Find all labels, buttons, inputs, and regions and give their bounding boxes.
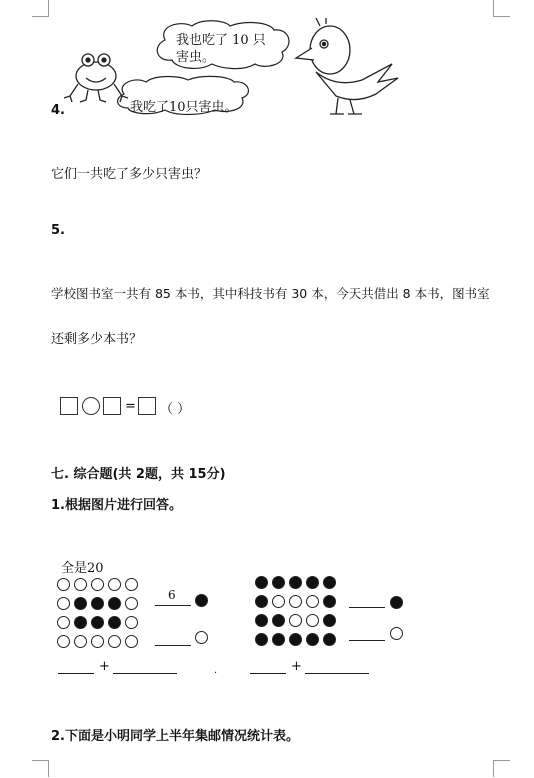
dot-black bbox=[306, 633, 319, 646]
dot-black bbox=[289, 576, 302, 589]
dot-white bbox=[74, 578, 87, 591]
blank-value-6: 6 bbox=[168, 588, 176, 602]
dot-white bbox=[125, 578, 138, 591]
answer-box-3[interactable] bbox=[138, 397, 156, 415]
dot-white bbox=[289, 614, 302, 627]
crop-mark-top-right bbox=[493, 0, 510, 17]
section-7-question-2: 2.下面是小明同学上半年集邮情况统计表。 bbox=[51, 729, 299, 744]
dot-black bbox=[91, 597, 104, 610]
question-5-number: 5. bbox=[51, 223, 65, 238]
dot-white bbox=[108, 635, 121, 648]
dot-white bbox=[272, 595, 285, 608]
dot-black bbox=[323, 633, 336, 646]
dot-white bbox=[91, 578, 104, 591]
dot-white bbox=[125, 616, 138, 629]
black-dot-marker-right bbox=[390, 596, 403, 609]
dot-black bbox=[272, 576, 285, 589]
answer-paren[interactable]: （ ） bbox=[160, 402, 191, 417]
dot-black bbox=[74, 616, 87, 629]
dot-white bbox=[74, 635, 87, 648]
white-dot-marker-left bbox=[195, 631, 208, 644]
sum-line-right-a[interactable] bbox=[250, 673, 286, 674]
dot-white bbox=[125, 635, 138, 648]
dot-black bbox=[272, 614, 285, 627]
question-4-text: 它们一共吃了多少只害虫？ bbox=[51, 167, 208, 182]
dot-white bbox=[57, 597, 70, 610]
dot-black bbox=[74, 597, 87, 610]
plus-sign-right: + bbox=[291, 659, 302, 674]
equals-sign: = bbox=[125, 399, 136, 414]
crop-mark-top-left bbox=[32, 0, 49, 17]
plus-sign-left: + bbox=[99, 659, 110, 674]
dot-white bbox=[125, 597, 138, 610]
separator-dot: . bbox=[214, 665, 218, 676]
dot-white bbox=[57, 635, 70, 648]
dot-white bbox=[289, 595, 302, 608]
answer-line-left-2[interactable] bbox=[155, 645, 191, 646]
dot-black bbox=[255, 633, 268, 646]
dot-black bbox=[108, 597, 121, 610]
bird-drawing bbox=[296, 18, 398, 114]
sum-line-right-b[interactable] bbox=[305, 673, 369, 674]
dot-white bbox=[57, 578, 70, 591]
dot-black bbox=[323, 595, 336, 608]
dot-black bbox=[255, 595, 268, 608]
sum-line-left-a[interactable] bbox=[58, 673, 94, 674]
answer-line-right-1[interactable] bbox=[349, 607, 385, 608]
dot-white bbox=[91, 635, 104, 648]
answer-line-right-2[interactable] bbox=[349, 640, 385, 641]
figure-label: 全是20 bbox=[61, 561, 104, 576]
frog-drawing bbox=[64, 54, 128, 102]
dot-white bbox=[306, 614, 319, 627]
section-7-heading: 七. 综合题(共 2题，共 15分) bbox=[51, 467, 226, 482]
black-dot-marker-left bbox=[195, 594, 208, 607]
crop-mark-bottom-left bbox=[32, 760, 49, 777]
answer-box-2[interactable] bbox=[103, 397, 121, 415]
dot-black bbox=[91, 616, 104, 629]
dot-black bbox=[306, 576, 319, 589]
dot-black bbox=[272, 633, 285, 646]
answer-line-left-1[interactable] bbox=[155, 605, 191, 606]
section-7-question-1: 1.根据图片进行回答。 bbox=[51, 498, 182, 513]
dot-black bbox=[323, 576, 336, 589]
question-5-line2: 还剩多少本书？ bbox=[51, 332, 143, 347]
frog-speech-text: 我吃了10只害虫。 bbox=[130, 100, 238, 115]
question-4-number: 4. bbox=[51, 103, 65, 118]
dot-white bbox=[57, 616, 70, 629]
sum-line-left-b[interactable] bbox=[113, 673, 177, 674]
dot-black bbox=[255, 576, 268, 589]
dot-black bbox=[323, 614, 336, 627]
operator-circle[interactable] bbox=[82, 397, 100, 415]
dot-white bbox=[108, 578, 121, 591]
bird-speech-text: 我也吃了 10 只 害虫。 bbox=[176, 33, 266, 65]
white-dot-marker-right bbox=[390, 627, 403, 640]
dot-black bbox=[289, 633, 302, 646]
question-5-line1: 学校图书室一共有 85 本书，其中科技书有 30 本，今天共借出 8 本书，图书室 bbox=[51, 286, 490, 301]
answer-box-1[interactable] bbox=[60, 397, 78, 415]
crop-mark-bottom-right bbox=[493, 760, 510, 777]
dot-black bbox=[108, 616, 121, 629]
dot-white bbox=[306, 595, 319, 608]
dot-black bbox=[255, 614, 268, 627]
